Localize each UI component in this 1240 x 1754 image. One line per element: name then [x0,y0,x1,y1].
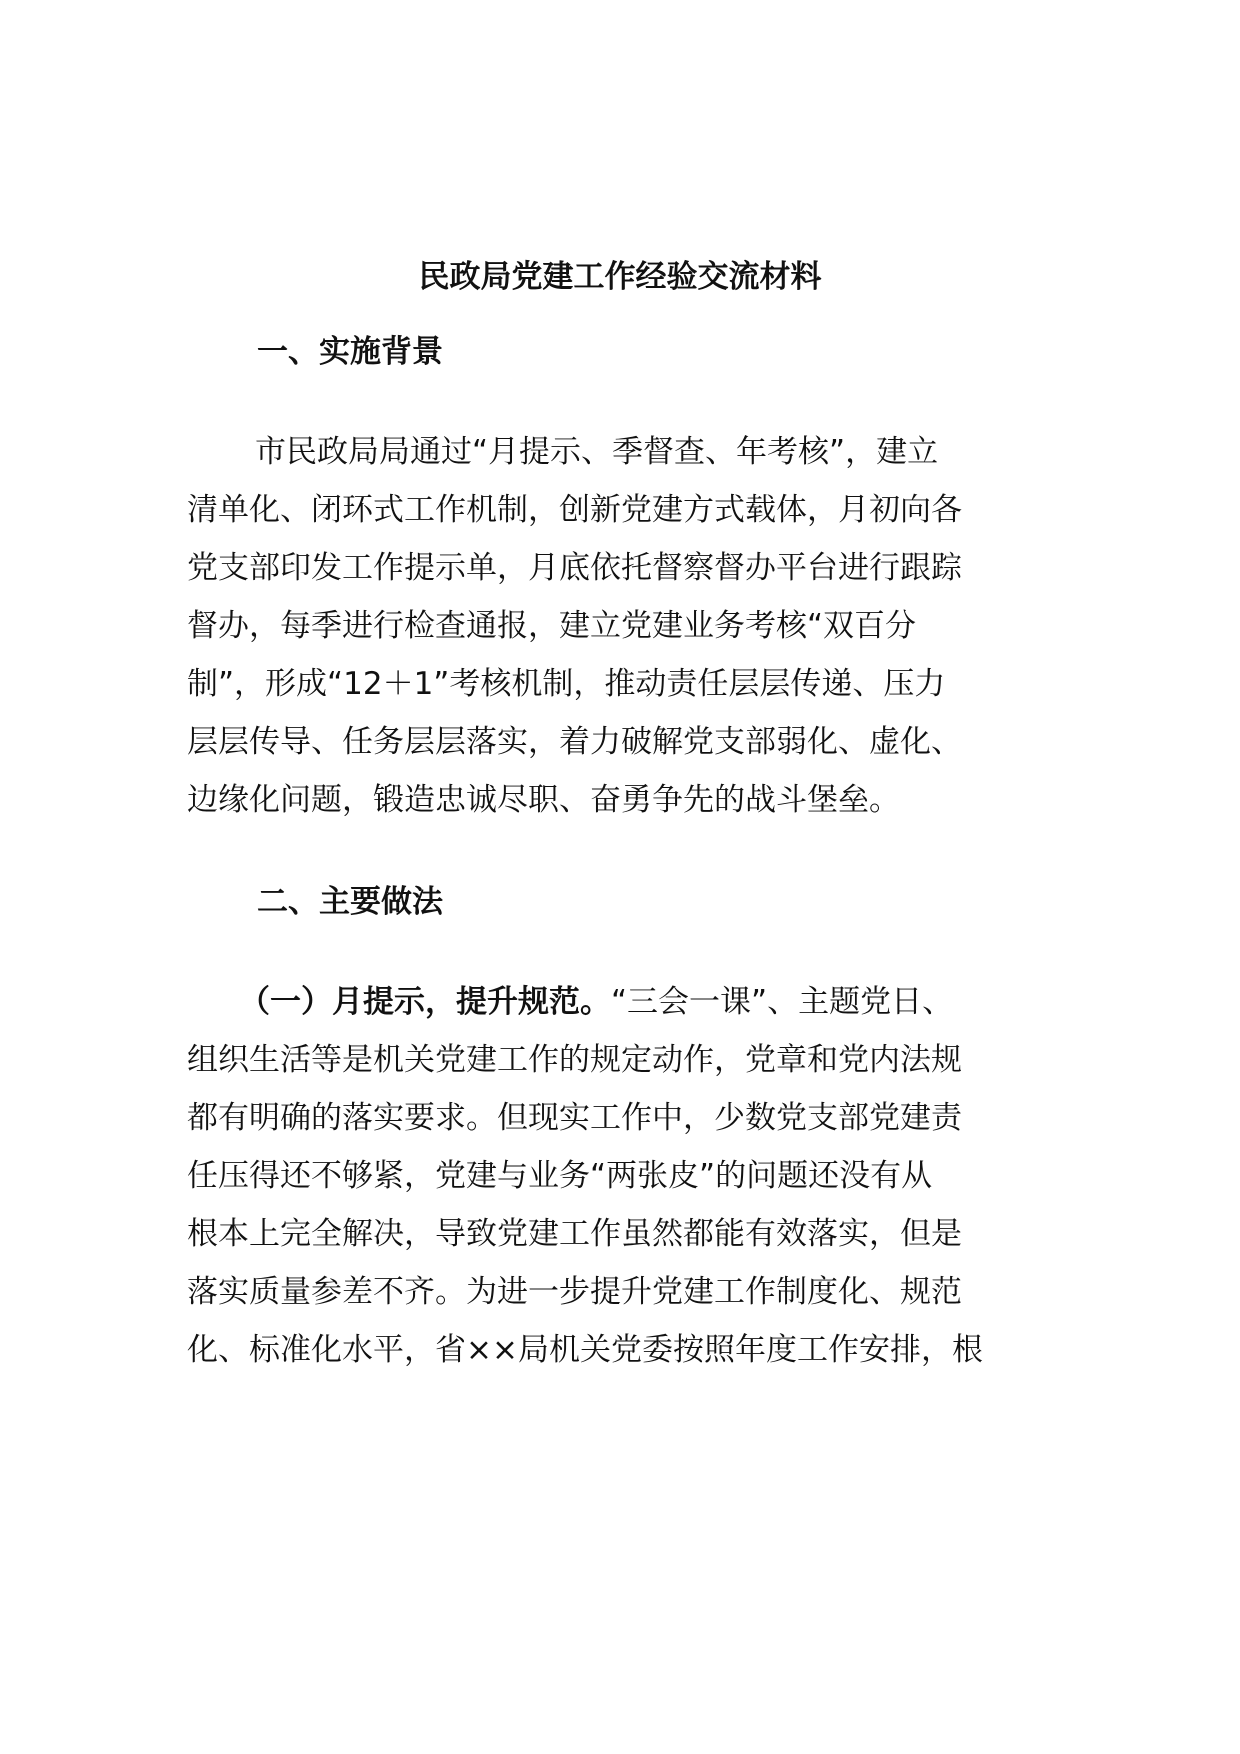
paragraph-line: 市民政局局通过“月提示、季督查、年考核”，建立 [255,434,939,470]
paragraph-line: 督办，每季进行检查通报，建立党建业务考核“双百分 [187,608,917,644]
paragraph-line: 化、标准化水平，省××局机关党委按照年度工作安排，根 [187,1332,983,1368]
paragraph-line: 党支部印发工作提示单，月底依托督察督办平台进行跟踪 [187,550,962,586]
section-heading-practices: 二、主要做法 [257,884,443,920]
paragraph-line: 落实质量参差不齐。为进一步提升党建工作制度化、规范 [187,1274,962,1310]
subsection-first-line [239,980,953,1024]
paragraph-line: 都有明确的落实要求。但现实工作中，少数党支部党建责 [187,1100,962,1136]
paragraph-line: 组织生活等是机关党建工作的规定动作，党章和党内法规 [187,1042,962,1078]
paragraph-line: 边缘化问题，锻造忠诚尽职、奋勇争先的战斗堡垒。 [187,782,900,818]
subsection-title: （一）月提示，提升规范。 [239,984,611,1020]
section-heading-background: 一、实施背景 [257,334,443,370]
paragraph-line: 层层传导、任务层层落实，着力破解党支部弱化、虚化、 [187,724,962,760]
subsection-first-line-text: “三会一课”、主题党日、 [611,984,954,1020]
paragraph-line: 任压得还不够紧，党建与业务“两张皮”的问题还没有从 [187,1158,933,1194]
document-title: 民政局党建工作经验交流材料 [418,259,822,295]
paragraph-line: 制”，形成“12＋1”考核机制，推动责任层层传递、压力 [187,666,946,702]
paragraph-line: 根本上完全解决，导致党建工作虽然都能有效落实，但是 [187,1216,962,1252]
paragraph-line: 清单化、闭环式工作机制，创新党建方式载体，月初向各 [187,492,962,528]
